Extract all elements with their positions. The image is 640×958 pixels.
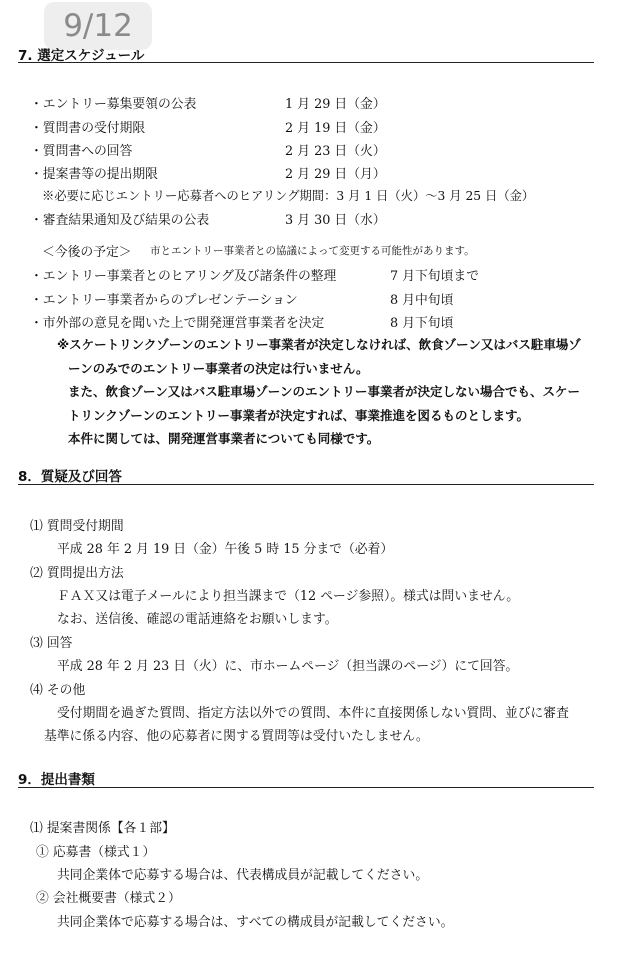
bold-note-line: 本件に関しては、開発運営事業者についても同様です。 xyxy=(68,431,380,446)
schedule-item-label: ・質問書の受付期限 xyxy=(30,121,146,136)
qa-subheading: ⑴ 質問受付期間 xyxy=(30,519,124,534)
bold-note-line: ーンのみでのエントリー事業者の決定は行いません。 xyxy=(68,361,369,376)
schedule-item-label: ・エントリー募集要領の公表 xyxy=(30,97,197,112)
schedule-item-date: 2 月 19 日（金） xyxy=(285,121,386,136)
future-plan-note: 市とエントリー事業者との協議によって変更する可能性があります。 xyxy=(150,245,475,257)
bold-note-line: また、飲食ゾーン又はバス駐車場ゾーンのエントリー事業者が決定しない場合でも、スケー xyxy=(68,384,581,399)
qa-subheading: ⑵ 質問提出方法 xyxy=(30,566,124,581)
section-8-rule xyxy=(18,484,594,485)
qa-text-line: なお、送信後、確認の電話連絡をお願いします。 xyxy=(57,612,338,627)
qa-text-line: 平成 28 年 2 月 19 日（金）午後 5 時 15 分まで（必着） xyxy=(57,542,394,557)
plan-item-label: ・エントリー事業者からのプレゼンテーション xyxy=(30,293,298,308)
page-counter-text: 9/12 xyxy=(63,8,133,44)
bold-note-line: ※スケートリンクゾーンのエントリー事業者が決定しなければ、飲食ゾーン又はバス駐車場ゾ xyxy=(57,337,581,352)
plan-item-date: 8 月中旬頃 xyxy=(390,293,454,308)
schedule-item-label: ・審査結果通知及び結果の公表 xyxy=(30,213,210,228)
submission-subheading: ⑴ 提案書関係【各１部】 xyxy=(30,821,175,836)
qa-text-line: ＦＡＸ又は電子メールにより担当課まで（12 ページ参照）。様式は問いません。 xyxy=(57,589,520,604)
future-plan-title: ＜今後の予定＞ xyxy=(42,245,132,260)
plan-item-label: ・市外部の意見を聞いた上で開発運営事業者を決定 xyxy=(30,316,325,331)
qa-subheading: ⑷ その他 xyxy=(30,683,86,698)
qa-subheading: ⑶ 回答 xyxy=(30,636,73,651)
section-8-heading: 8．質疑及び回答 xyxy=(18,469,122,485)
section-9-rule xyxy=(18,787,594,788)
schedule-item-date: 2 月 29 日（月） xyxy=(285,167,386,182)
page-counter-badge xyxy=(44,2,152,50)
schedule-item-date: 2 月 23 日（火） xyxy=(285,144,386,159)
section-7-heading: 7. 選定スケジュール xyxy=(18,48,145,64)
schedule-item-label: ・提案書等の提出期限 xyxy=(30,167,158,182)
qa-text-line: 基準に係る内容、他の応募者に関する質問等は受付いたしません。 xyxy=(44,729,429,744)
plan-item-date: 7 月下旬頃まで xyxy=(390,269,479,284)
schedule-item-date: 3 月 30 日（水） xyxy=(285,213,386,228)
bold-note-line: トリンクゾーンのエントリー事業者が決定すれば、事業推進を図るものとします。 xyxy=(68,408,530,423)
hearing-period-note: ※必要に応じエントリー応募者へのヒアリング期間：3 月 1 日（火）〜3 月 25 日（金） xyxy=(42,189,535,203)
qa-text-line: 受付期間を過ぎた質問、指定方法以外での質問、本件に直接関係しない質問、並びに審査 xyxy=(57,706,569,721)
qa-text-line: 平成 28 年 2 月 23 日（火）に、市ホームページ（担当課のページ）にて回答。 xyxy=(57,659,519,674)
schedule-item-date: 1 月 29 日（金） xyxy=(285,97,386,112)
section-7-rule xyxy=(18,62,594,63)
plan-item-label: ・エントリー事業者とのヒアリング及び諸条件の整理 xyxy=(30,269,337,284)
schedule-item-label: ・質問書への回答 xyxy=(30,144,133,159)
section-9-heading: 9．提出書類 xyxy=(18,772,95,788)
submission-text-line: 共同企業体で応募する場合は、すべての構成員が記載してください。 xyxy=(57,915,454,930)
plan-item-date: 8 月下旬頃 xyxy=(390,316,454,331)
submission-item: ② 会社概要書（様式２） xyxy=(36,891,181,906)
submission-item: ① 応募書（様式１） xyxy=(36,845,156,860)
submission-text-line: 共同企業体で応募する場合は、代表構成員が記載してください。 xyxy=(57,868,429,883)
